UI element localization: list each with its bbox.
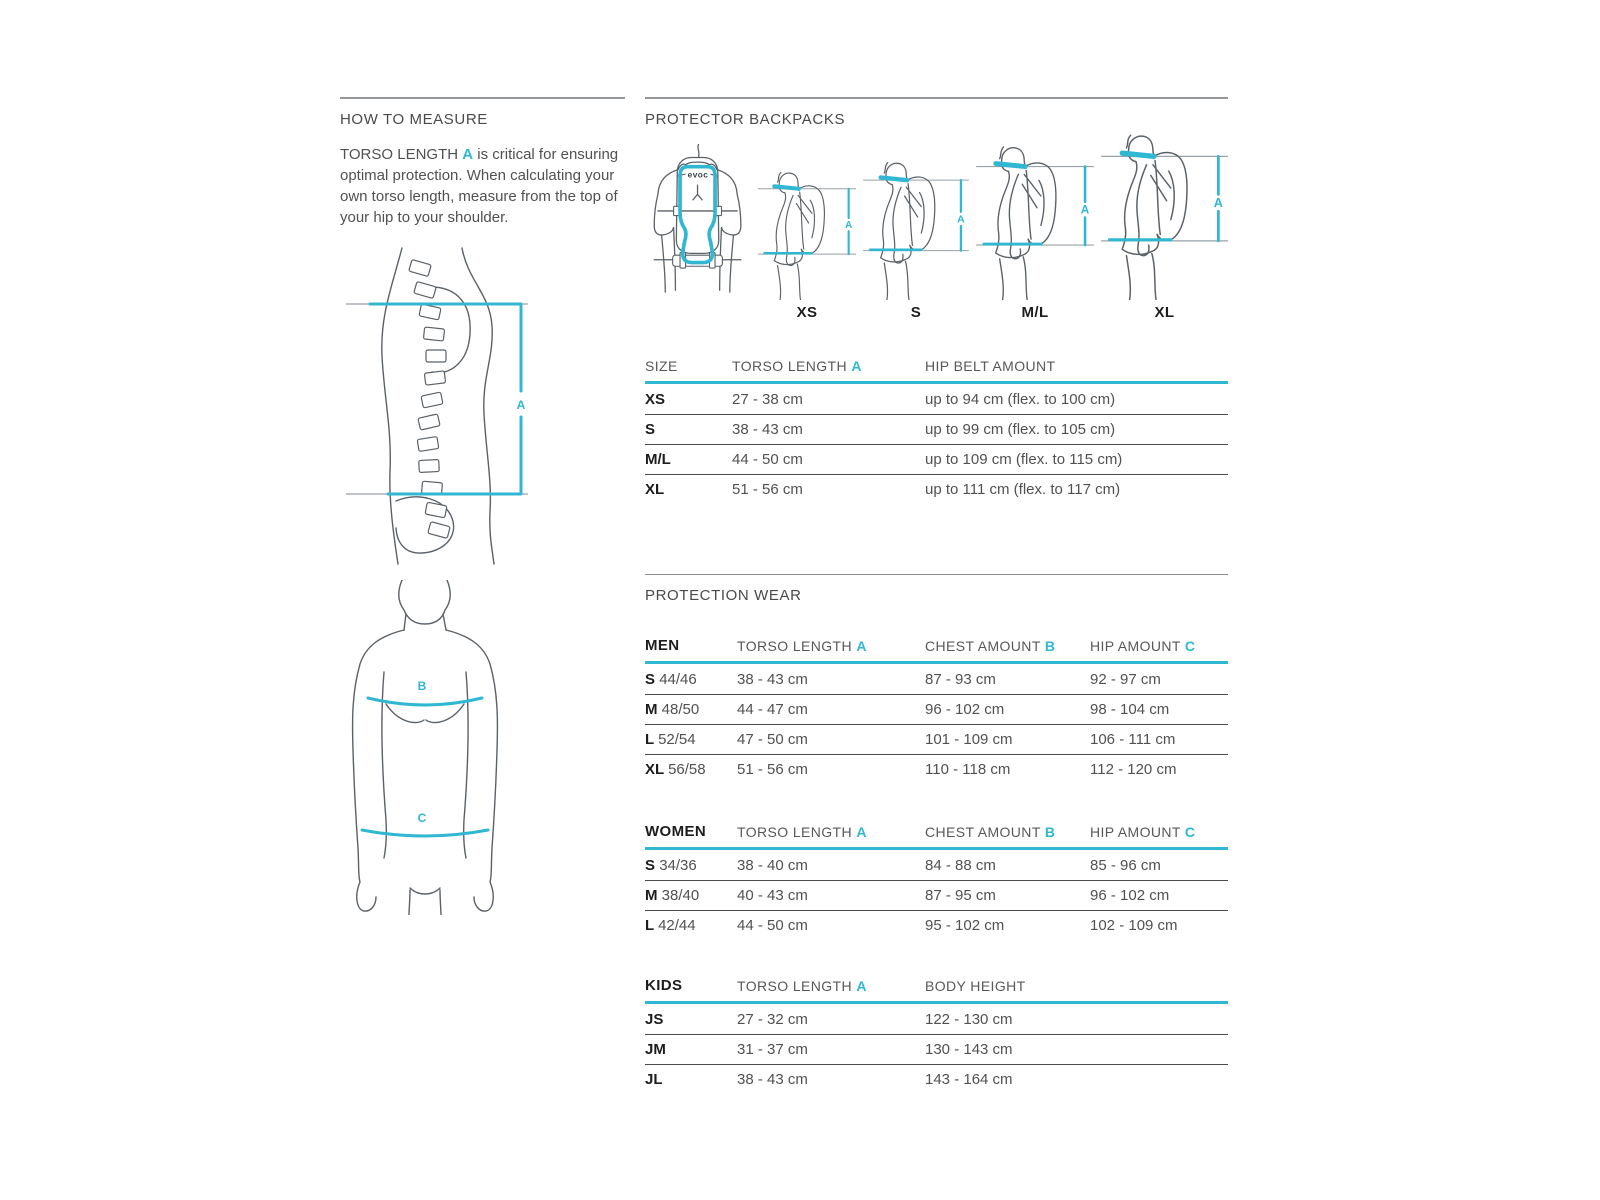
measure-a-label: A: [516, 398, 526, 412]
torso-cell: 27 - 38 cm: [732, 390, 803, 408]
table-row: [645, 910, 1228, 940]
spine-side-illustration: [340, 246, 530, 566]
col-size: SIZE: [645, 358, 678, 374]
table-row: [645, 694, 1228, 724]
backpack-illustrations: [645, 140, 1228, 324]
col-group-men: MEN: [645, 637, 680, 654]
evoc-logo: evoc: [687, 169, 709, 180]
table-row: [645, 664, 1228, 694]
col-hip-belt: HIP BELT AMOUNT: [925, 358, 1056, 374]
kids-size-table: [645, 977, 1228, 1094]
col-body-height: BODY HEIGHT: [925, 978, 1026, 994]
col-chest-amount: CHEST AMOUNT B: [925, 824, 1056, 840]
table-header: [645, 977, 1228, 1004]
torso-cell: 38 - 43 cm: [732, 421, 803, 438]
size-cell: JS: [645, 1010, 664, 1028]
backpack-xl-illustration: [1101, 131, 1228, 300]
table-row: [645, 1034, 1228, 1064]
table-body: [645, 1004, 1228, 1094]
size-cell: L 42/44: [645, 917, 696, 934]
torso-cell: 38 - 43 cm: [737, 670, 808, 688]
col-hip-amount: HIP AMOUNT C: [1090, 824, 1196, 840]
backpack-size-table: [645, 358, 1228, 504]
col-chest-amount: CHEST AMOUNT B: [925, 638, 1056, 654]
pack-size-label: S: [910, 304, 922, 321]
table-row: [645, 724, 1228, 754]
backpack-s-illustration: [863, 159, 969, 300]
backpack-size-xs: [758, 169, 856, 324]
backpack-size-s: [863, 159, 969, 324]
measure-a-label: A: [845, 219, 853, 231]
how-to-measure-text: [340, 144, 625, 228]
hip-cell: 85 - 96 cm: [1090, 856, 1161, 874]
table-body: [645, 850, 1228, 940]
col-torso-length: TORSO LENGTH A: [737, 824, 867, 840]
table-row: [645, 880, 1228, 910]
backpack-xs-illustration: [758, 169, 856, 300]
chest-cell: 110 - 118 cm: [925, 761, 1011, 778]
backpack-back-view-illustration: [645, 144, 751, 300]
backpacks-section: [645, 97, 1228, 1094]
back-protector-outline: [680, 167, 715, 263]
table-header: [645, 823, 1228, 850]
chest-cell: 101 - 109 cm: [925, 731, 1013, 748]
size-cell: S: [645, 421, 656, 438]
hip-cell: 98 - 104 cm: [1090, 701, 1170, 718]
table-row: [645, 754, 1228, 784]
torso-cell: 51 - 56 cm: [737, 761, 808, 778]
size-cell: XL 56/58: [645, 761, 706, 778]
size-cell: S 44/46: [645, 670, 697, 688]
backpack-back-view: [645, 144, 751, 324]
pack-size-label: M/L: [1021, 304, 1049, 321]
table-body: [645, 384, 1228, 504]
men-size-table: [645, 637, 1228, 784]
backpack-size-ml: [976, 143, 1094, 324]
table-row: [645, 1064, 1228, 1094]
chest-cell: 87 - 93 cm: [925, 670, 996, 688]
torso-cell: 31 - 37 cm: [737, 1041, 808, 1058]
col-torso-length: TORSO LENGTH A: [737, 638, 867, 654]
chest-cell: 95 - 102 cm: [925, 917, 1005, 934]
protection-wear-title: PROTECTION WEAR: [645, 587, 802, 604]
table-header: [645, 358, 1228, 384]
hip-measure-line: [362, 830, 488, 836]
torso-cell: 47 - 50 cm: [737, 731, 808, 748]
chest-measure-line: [368, 698, 482, 705]
table-row: [645, 414, 1228, 444]
size-cell: XL: [645, 481, 665, 498]
torso-cell: 40 - 43 cm: [737, 887, 808, 904]
backpack-size-xl: [1101, 131, 1228, 324]
torso-length-bracket: [370, 304, 521, 494]
size-cell: XS: [645, 390, 666, 408]
hip-cell: 102 - 109 cm: [1090, 917, 1178, 934]
section-divider: [645, 574, 1228, 575]
measure-a-label: A: [1080, 203, 1090, 217]
size-cell: M 38/40: [645, 887, 700, 904]
body-height-cell: 143 - 164 cm: [925, 1071, 1013, 1088]
chest-cell: 84 - 88 cm: [925, 856, 996, 874]
measure-a-label: A: [957, 213, 965, 226]
table-row: [645, 384, 1228, 414]
torso-cell: 27 - 32 cm: [737, 1010, 808, 1028]
size-cell: S 34/36: [645, 856, 697, 874]
col-hip-amount: HIP AMOUNT C: [1090, 638, 1196, 654]
hip-belt-cell: up to 111 cm (flex. to 117 cm): [925, 481, 1121, 498]
women-size-table: [645, 823, 1228, 940]
hip-belt-cell: up to 109 cm (flex. to 115 cm): [925, 451, 1123, 468]
hip-cell: 106 - 111 cm: [1090, 731, 1176, 748]
pack-size-label: XS: [796, 304, 818, 321]
how-to-measure-section: [340, 97, 625, 915]
measure-a-label: A: [1213, 196, 1223, 211]
table-header: [645, 637, 1228, 664]
body-height-cell: 122 - 130 cm: [925, 1010, 1013, 1028]
col-torso-length: TORSO LENGTH A: [737, 978, 867, 994]
measure-c-label: C: [417, 811, 427, 825]
torso-cell: 38 - 43 cm: [737, 1071, 808, 1088]
intro-prefix: TORSO LENGTH: [340, 146, 459, 163]
protector-backpacks-title: PROTECTOR BACKPACKS: [645, 111, 846, 128]
hip-belt-cell: up to 94 cm (flex. to 100 cm): [925, 390, 1116, 408]
how-to-measure-title: HOW TO MEASURE: [340, 111, 488, 128]
chest-cell: 96 - 102 cm: [925, 701, 1005, 718]
body-height-cell: 130 - 143 cm: [925, 1041, 1013, 1058]
table-row: [645, 850, 1228, 880]
hip-belt-cell: up to 99 cm (flex. to 105 cm): [925, 421, 1116, 438]
intro-suffix: is critical for ensuring optimal protection. When calculating your own torso length, measure from the top of your hip to your shoulder.: [340, 146, 619, 226]
hip-cell: 96 - 102 cm: [1090, 887, 1170, 904]
torso-cell: 44 - 47 cm: [737, 701, 808, 718]
measure-b-label: B: [417, 679, 427, 693]
size-cell: L 52/54: [645, 731, 696, 748]
size-cell: JM: [645, 1041, 666, 1058]
torso-cell: 38 - 40 cm: [737, 856, 808, 874]
pack-size-label: XL: [1154, 304, 1175, 321]
hip-cell: 112 - 120 cm: [1090, 761, 1177, 778]
size-cell: M 48/50: [645, 701, 700, 718]
intro-accent-a: A: [462, 146, 474, 163]
hip-cell: 92 - 97 cm: [1090, 670, 1161, 688]
backpack-ml-illustration: [976, 143, 1094, 300]
table-body: [645, 664, 1228, 784]
table-row: [645, 474, 1228, 504]
col-group-women: WOMEN: [645, 823, 707, 840]
col-torso-length: TORSO LENGTH A: [732, 358, 862, 374]
body-front-illustration: [340, 580, 510, 915]
col-group-kids: KIDS: [645, 977, 683, 994]
torso-cell: 51 - 56 cm: [732, 481, 803, 498]
table-row: [645, 444, 1228, 474]
size-cell: M/L: [645, 451, 671, 468]
torso-cell: 44 - 50 cm: [737, 917, 808, 934]
chest-cell: 87 - 95 cm: [925, 887, 996, 904]
table-row: [645, 1004, 1228, 1034]
torso-cell: 44 - 50 cm: [732, 451, 803, 468]
size-cell: JL: [645, 1071, 663, 1088]
